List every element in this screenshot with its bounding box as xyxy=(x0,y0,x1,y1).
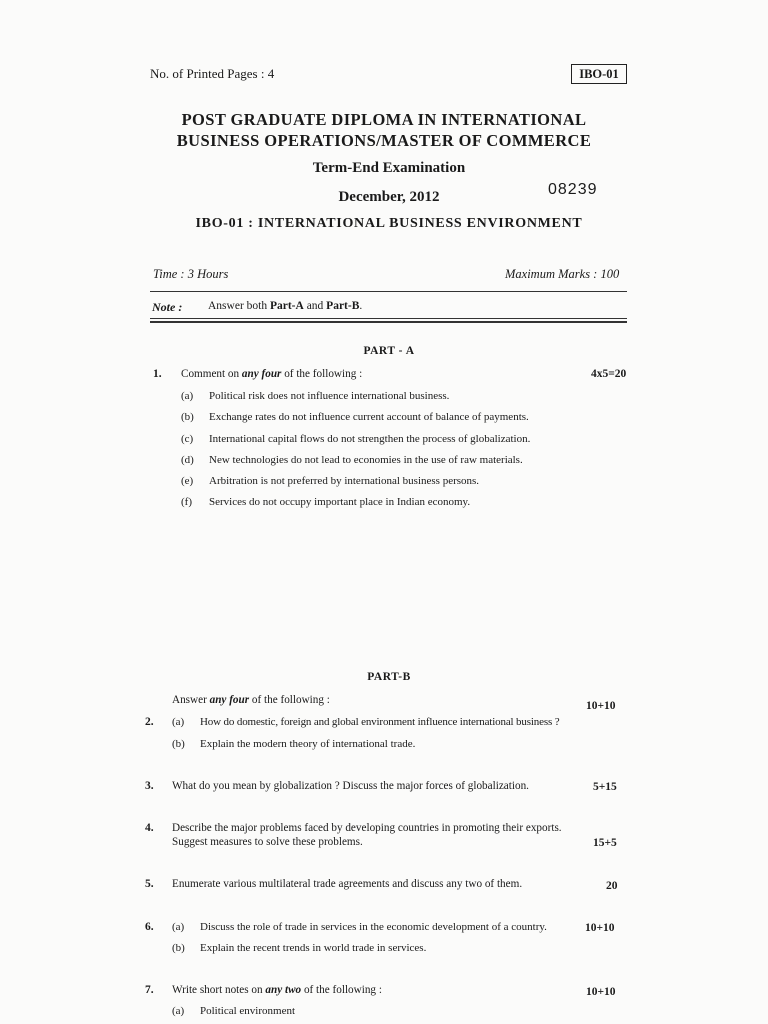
sub-item-text: Arbitration is not preferred by international business persons. xyxy=(209,475,480,487)
sub-item-text: Political risk does not influence international business. xyxy=(209,390,450,402)
sub-item-label: (a) xyxy=(172,716,185,728)
sub-item-text: Services do not occupy important place in Indian economy. xyxy=(209,496,471,508)
question-text: Comment on any four of the following : xyxy=(181,368,363,380)
question-marks: 15+5 xyxy=(593,837,617,849)
sub-item-label: (c) xyxy=(181,433,194,445)
question-number: 4. xyxy=(145,822,154,834)
sub-item-label: (b) xyxy=(181,411,194,423)
sub-item-label: (a) xyxy=(172,921,185,933)
note-text: Answer both Part-A and Part-B. xyxy=(208,300,363,312)
serial-number: 08239 xyxy=(548,181,598,198)
part-b-heading: PART-B xyxy=(367,671,411,683)
programme-title-line2: BUSINESS OPERATIONS/MASTER OF COMMERCE xyxy=(176,131,592,150)
sub-item-text: New technologies do not lead to economies in the use of raw materials. xyxy=(209,454,523,466)
sub-item-label: (b) xyxy=(172,738,185,750)
sub-item-text: Explain the recent trends in world trade in services. xyxy=(200,942,427,954)
question-marks: 10+10 xyxy=(586,700,616,712)
part-b-instruction: Answer any four of the following : xyxy=(172,694,330,706)
question-text: What do you mean by globalization ? Discuss the major forces of globalization. xyxy=(172,780,529,792)
sub-item-text: How do domestic, foreign and global environment influence international business ? xyxy=(200,716,560,728)
question-number: 1. xyxy=(153,368,162,380)
sub-item-text: Discuss the role of trade in services in the economic development of a country. xyxy=(200,921,547,933)
question-text: Write short notes on any two of the following : xyxy=(172,984,382,996)
question-marks: 10+10 xyxy=(586,986,616,998)
part-a-heading: PART - A xyxy=(363,345,415,357)
question-text-line2: Suggest measures to solve these problems. xyxy=(172,836,363,848)
exam-name: Term-End Examination xyxy=(312,160,466,176)
question-number: 7. xyxy=(145,984,154,996)
sub-item-label: (a) xyxy=(172,1005,185,1017)
sub-item-label: (f) xyxy=(181,496,192,508)
sub-item-text: Explain the modern theory of international trade. xyxy=(200,738,416,750)
note-label: Note : xyxy=(152,300,183,314)
sub-item-label: (d) xyxy=(181,454,194,466)
question-text: Describe the major problems faced by developing countries in promoting their exports. xyxy=(172,822,562,834)
question-number: 6. xyxy=(145,921,154,933)
sub-item-text: Political environment xyxy=(200,1005,296,1017)
question-number: 2. xyxy=(145,716,154,728)
sub-item-label: (a) xyxy=(181,390,194,402)
course-subject: IBO-01 : INTERNATIONAL BUSINESS ENVIRONMENT xyxy=(195,216,583,231)
question-marks: 20 xyxy=(606,880,618,892)
time-allowed: Time : 3 Hours xyxy=(153,267,229,281)
divider-note-1 xyxy=(150,318,627,319)
divider-top xyxy=(150,291,627,292)
exam-date: December, 2012 xyxy=(338,189,440,205)
question-number: 5. xyxy=(145,878,154,890)
printed-pages: No. of Printed Pages : 4 xyxy=(150,66,275,81)
question-marks: 4x5=20 xyxy=(591,368,627,380)
question-number: 3. xyxy=(145,780,154,792)
question-text: Enumerate various multilateral trade agreements and discuss any two of them. xyxy=(172,878,523,890)
sub-item-label: (e) xyxy=(181,475,194,487)
question-marks: 10+10 xyxy=(585,922,615,934)
maximum-marks: Maximum Marks : 100 xyxy=(505,267,620,281)
sub-item-label: (b) xyxy=(172,942,185,954)
question-marks: 5+15 xyxy=(593,781,617,793)
sub-item-text: International capital flows do not strengthen the process of globalization. xyxy=(209,433,531,445)
sub-item-text: Exchange rates do not influence current account of balance of payments. xyxy=(209,411,529,423)
paper-code-box: IBO-01 xyxy=(571,64,627,84)
programme-title-line1: POST GRADUATE DIPLOMA IN INTERNATIONAL xyxy=(181,110,587,129)
divider-note-2 xyxy=(150,321,627,323)
